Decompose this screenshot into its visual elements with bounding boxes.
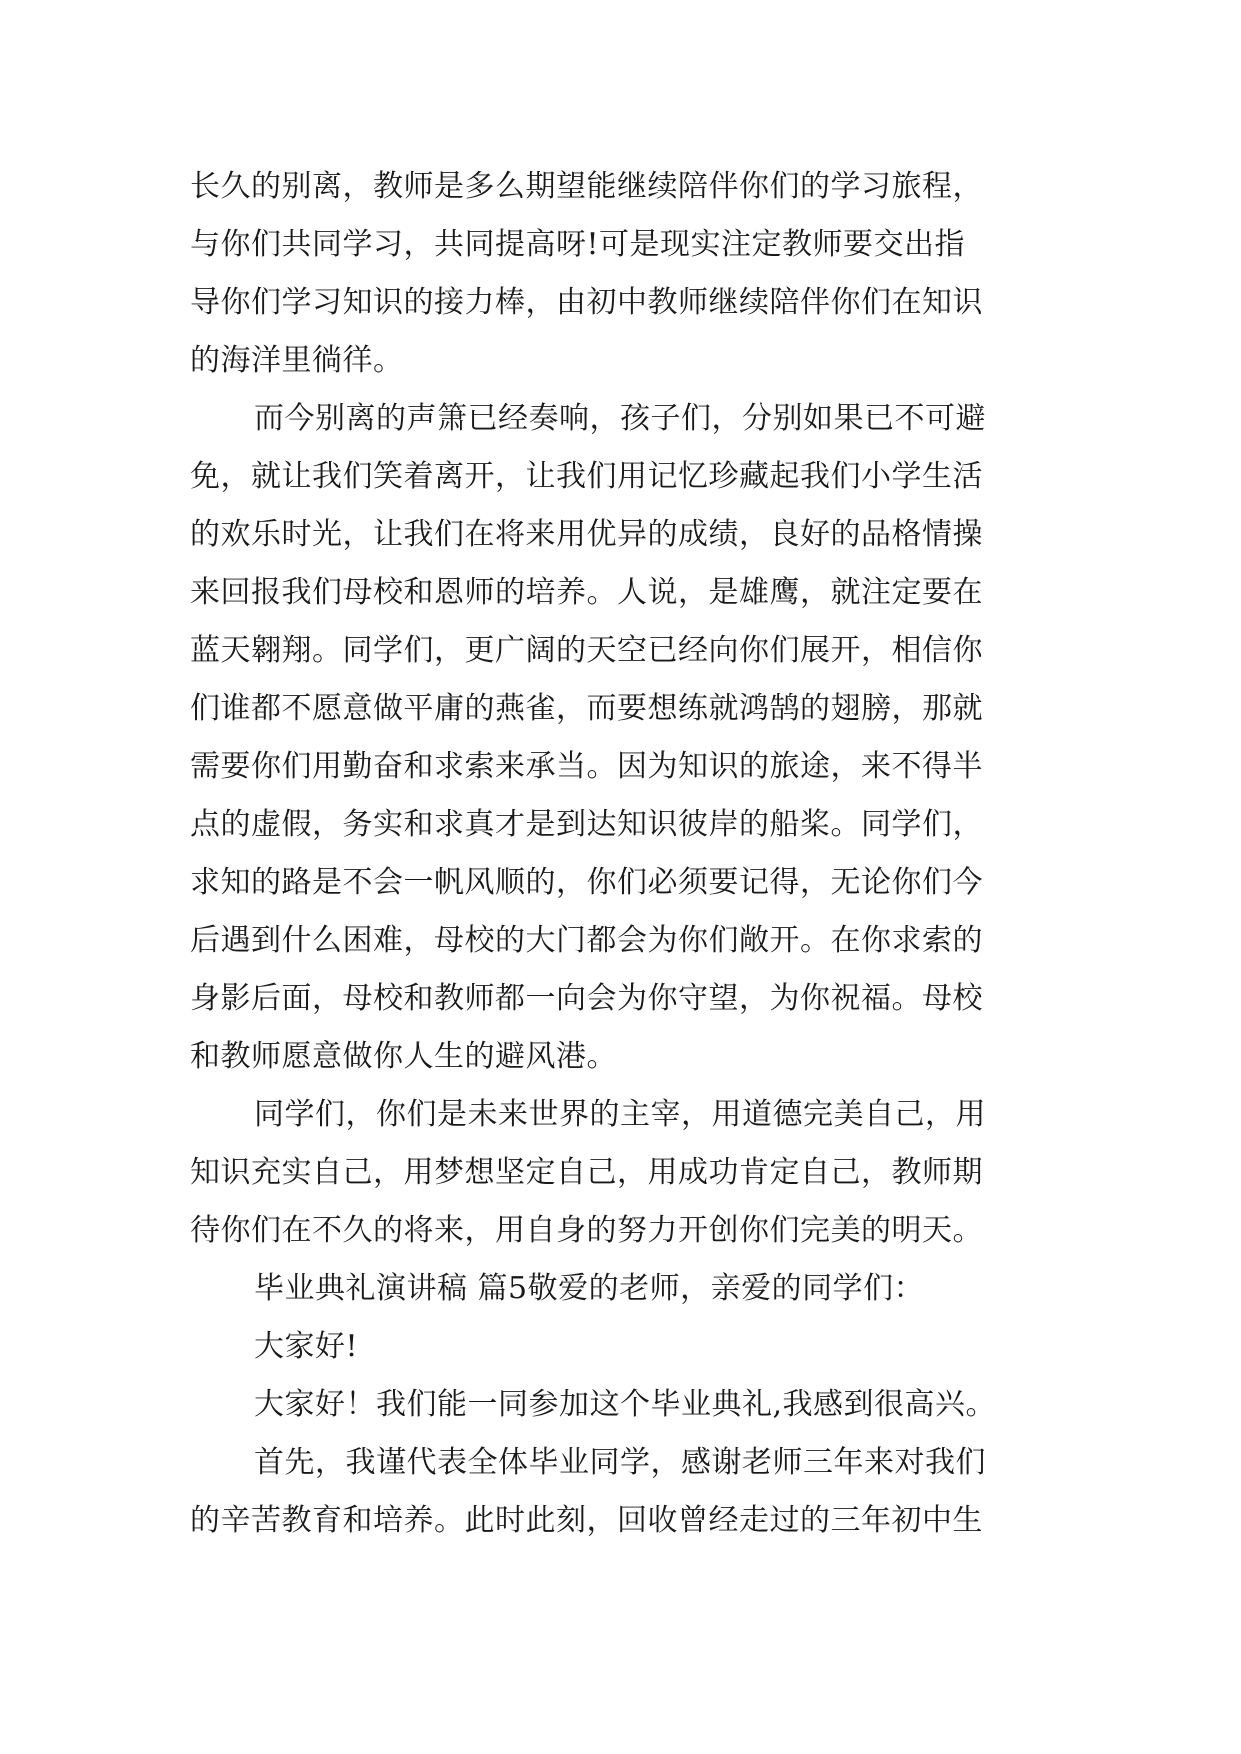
paragraph-6 <box>190 1376 1060 1434</box>
text-line: 首先，我谨代表全体毕业同学，感谢老师三年来对我们 <box>254 1445 986 1480</box>
text-line: 导你们学习知识的接力棒，由初中教师继续陪伴你们在知识 <box>190 285 983 320</box>
text-line: 蓝天翱翔。同学们，更广阔的天空已经向你们展开，相信你 <box>190 633 983 668</box>
text-line: 后遇到什么困难，母校的大门都会为你们敞开。在你求索的 <box>190 923 983 958</box>
paragraph-7 <box>190 1434 1060 1550</box>
text-line: 知识充实自己，用梦想坚定自己，用成功肯定自己，教师期 <box>190 1155 983 1190</box>
text-line: 大家好！我们能一同参加这个毕业典礼,我感到很高兴。 <box>254 1387 997 1422</box>
paragraph-5 <box>190 1318 1060 1376</box>
text-line: 的辛苦教育和培养。此时此刻，回收曾经走过的三年初中生 <box>190 1503 983 1538</box>
text-line: 免，就让我们笑着离开，让我们用记忆珍藏起我们小学生活 <box>190 459 983 494</box>
text-line: 的海洋里徜徉。 <box>190 343 404 378</box>
paragraph-3 <box>190 1086 1060 1260</box>
paragraph-4 <box>190 1260 1060 1318</box>
text-line: 而今别离的声箫已经奏响，孩子们，分别如果已不可避 <box>254 401 986 436</box>
document-page <box>190 158 1060 1598</box>
text-line: 需要你们用勤奋和求索来承当。因为知识的旅途，来不得半 <box>190 749 983 784</box>
text-line: 点的虚假，务实和求真才是到达知识彼岸的船桨。同学们， <box>190 807 983 842</box>
text-line: 大家好! <box>254 1329 359 1364</box>
text-line: 身影后面，母校和教师都一向会为你守望，为你祝福。母校 <box>190 981 983 1016</box>
text-line: 求知的路是不会一帆风顺的，你们必须要记得，无论你们今 <box>190 865 983 900</box>
text-line: 长久的别离，教师是多么期望能继续陪伴你们的学习旅程， <box>190 169 983 204</box>
text-line: 同学们，你们是未来世界的主宰，用道德完美自己，用 <box>254 1097 986 1132</box>
text-line: 们谁都不愿意做平庸的燕雀，而要想练就鸿鹄的翅膀，那就 <box>190 691 983 726</box>
text-line: 待你们在不久的将来，用自身的努力开创你们完美的明天。 <box>190 1213 983 1248</box>
text-line: 来回报我们母校和恩师的培养。人说，是雄鹰，就注定要在 <box>190 575 983 610</box>
section-heading: 毕业典礼演讲稿 篇5敬爱的老师，亲爱的同学们： <box>254 1271 925 1306</box>
text-line: 的欢乐时光，让我们在将来用优异的成绩，良好的品格情操 <box>190 517 983 552</box>
text-line: 和教师愿意做你人生的避风港。 <box>190 1039 617 1074</box>
text-line: 与你们共同学习，共同提高呀!可是现实注定教师要交出指 <box>190 227 966 262</box>
paragraph-1 <box>190 158 1060 390</box>
paragraph-2 <box>190 390 1060 1086</box>
